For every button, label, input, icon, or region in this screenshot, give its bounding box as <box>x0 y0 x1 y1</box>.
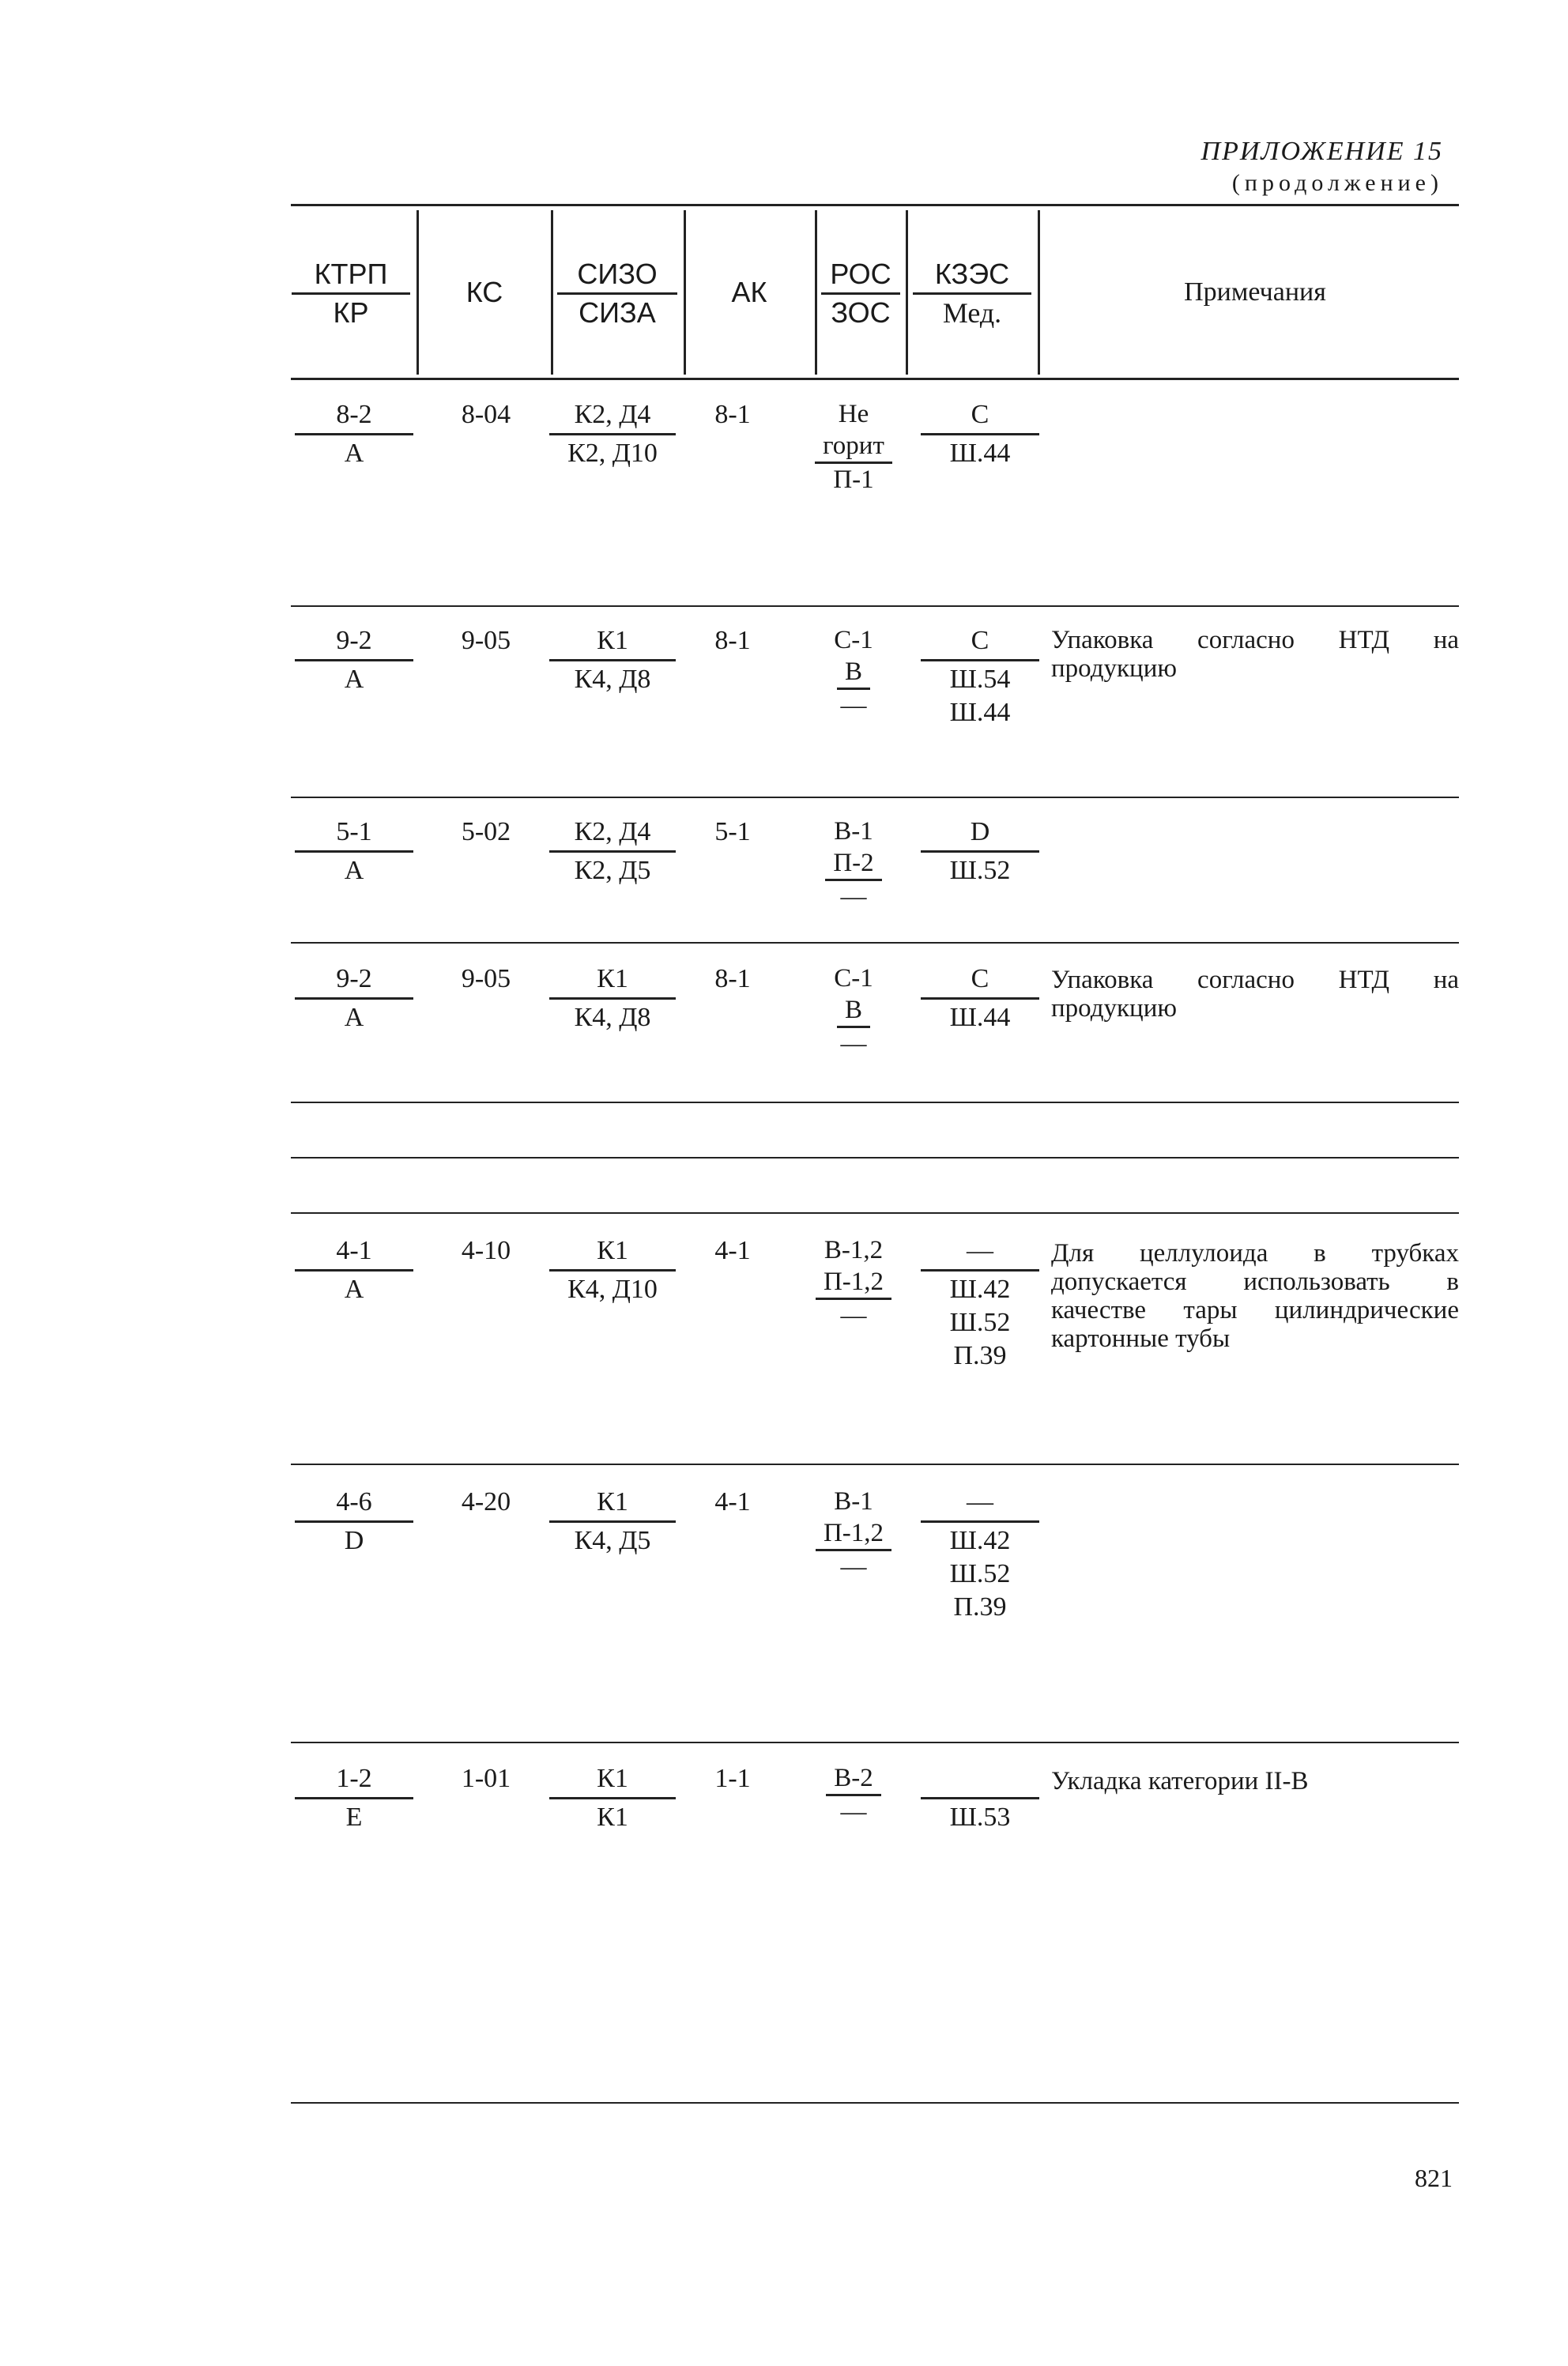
col-sep-3 <box>684 210 686 375</box>
row4-sizo-siza <box>545 963 680 1034</box>
row4-kr: А <box>344 1003 364 1032</box>
header-kzes-bar <box>913 292 1031 295</box>
row-divider <box>291 1212 1459 1214</box>
row-divider <box>291 605 1459 607</box>
header-kr: КР <box>333 296 369 329</box>
row1-ros-zos <box>790 398 917 495</box>
row4-med-0: Ш.44 <box>949 1003 1011 1032</box>
row5-kzes-bar <box>921 1269 1039 1272</box>
row2-ros-1: В <box>837 656 870 690</box>
row2-kzes-med <box>917 624 1043 729</box>
row1-sizo-siza <box>545 398 680 470</box>
row5-ktrp-kr <box>291 1234 417 1306</box>
row-divider <box>291 1464 1459 1465</box>
row6-kzes: — <box>967 1487 993 1516</box>
row-divider <box>291 1742 1459 1743</box>
row6-med-1: Ш.52 <box>949 1559 1011 1588</box>
header-zos: ЗОС <box>831 296 891 329</box>
row6-zos: — <box>840 1553 867 1581</box>
row7-ks: 1-01 <box>461 1764 511 1793</box>
row5-ak: 4-1 <box>714 1236 751 1265</box>
row1-ktrp: 8-2 <box>336 400 372 429</box>
header-sizo: СИЗО <box>577 258 658 290</box>
row6-med-2: П.39 <box>953 1592 1007 1622</box>
row2-ros-0: С-1 <box>834 626 873 654</box>
row1-kzes-med <box>917 398 1043 470</box>
row1-kr: А <box>344 439 364 468</box>
page-number: 821 <box>1415 2164 1453 2192</box>
row6-siza: К4, Д5 <box>574 1526 651 1555</box>
row6-ak: 4-1 <box>714 1487 751 1516</box>
row5-siza: К4, Д10 <box>567 1275 658 1304</box>
row4-kzes-bar <box>921 997 1039 1000</box>
row3-med-0: Ш.52 <box>949 856 1011 885</box>
row3-kzes-med <box>917 816 1043 887</box>
row4-kzes: С <box>971 964 989 993</box>
header-ros-bar <box>821 292 900 295</box>
header-notes: Примечания <box>1184 277 1326 307</box>
row6-kr: D <box>344 1526 364 1555</box>
row1-kzes: С <box>971 400 989 429</box>
row6-ktrp-bar <box>295 1520 413 1523</box>
row4-ak: 8-1 <box>714 964 751 993</box>
row2-ktrp-bar <box>295 659 413 661</box>
row-divider <box>291 1157 1459 1159</box>
row-divider <box>291 797 1459 798</box>
row2-ktrp: 9-2 <box>336 626 372 655</box>
table-bottom-rule <box>291 2102 1459 2104</box>
row2-sizo-bar <box>549 659 676 661</box>
header-sizo-bar <box>557 292 677 295</box>
row2-siza: К4, Д8 <box>574 665 651 694</box>
appendix-title <box>1201 136 1443 199</box>
row5-zos: — <box>840 1302 867 1330</box>
row1-ks: 8-04 <box>461 400 511 429</box>
row4-ks: 9-05 <box>461 964 511 993</box>
row7-note: Укладка категории II-В <box>1051 1767 1309 1795</box>
row2-ros-zos <box>790 624 917 721</box>
row7-zos: — <box>840 1798 867 1826</box>
row4-ktrp: 9-2 <box>336 964 372 993</box>
row5-ktrp-bar <box>295 1269 413 1272</box>
row2-med-1: Ш.44 <box>949 698 1011 727</box>
row3-ros-1: П-2 <box>825 847 881 881</box>
header-ros-zos <box>820 258 902 330</box>
row7-siza: К1 <box>597 1803 628 1832</box>
row5-med-0: Ш.42 <box>949 1275 1011 1304</box>
row1-sizo: К2, Д4 <box>574 400 651 429</box>
row1-ros-0: Не <box>838 400 869 428</box>
row6-ros-0: В-1 <box>834 1487 873 1516</box>
row7-kr: Е <box>345 1803 363 1832</box>
header-ktrp-bar <box>292 292 410 295</box>
row6-ks: 4-20 <box>461 1487 511 1516</box>
row3-ktrp: 5-1 <box>336 817 372 846</box>
header-ros: РОС <box>830 258 891 290</box>
row-divider <box>291 1102 1459 1103</box>
header-kzes: КЗЭС <box>934 258 1010 290</box>
row2-zos: — <box>840 691 867 720</box>
row1-ktrp-kr <box>291 398 417 470</box>
row3-kzes: D <box>970 817 990 846</box>
col-sep-2 <box>551 210 553 375</box>
row3-kr: А <box>344 856 364 885</box>
row6-sizo-bar <box>549 1520 676 1523</box>
row6-med-0: Ш.42 <box>949 1526 1011 1555</box>
row5-sizo-bar <box>549 1269 676 1272</box>
row3-ros-0: В-1 <box>834 817 873 846</box>
row6-ros-1: П-1,2 <box>816 1517 891 1551</box>
row7-ros-0: В-2 <box>826 1762 881 1796</box>
row5-kzes: — <box>967 1236 993 1265</box>
row5-ks: 4-10 <box>461 1236 511 1265</box>
row5-med-2: П.39 <box>953 1341 1007 1370</box>
row2-ktrp-kr <box>291 624 417 696</box>
row2-note: Упаковка согласно НТД на продукцию <box>1051 626 1459 683</box>
header-ktrp: КТРП <box>314 258 388 290</box>
row2-ak: 8-1 <box>714 626 751 655</box>
col-sep-6 <box>1038 210 1040 375</box>
row7-ktrp: 1-2 <box>336 1764 372 1793</box>
row3-kzes-bar <box>921 850 1039 853</box>
row7-sizo: К1 <box>597 1764 628 1793</box>
row3-ks: 5-02 <box>461 817 511 846</box>
row4-ros-0: С-1 <box>834 964 873 993</box>
row3-sizo-siza <box>545 816 680 887</box>
row7-med-0: Ш.53 <box>949 1803 1011 1832</box>
row3-ak: 5-1 <box>714 817 751 846</box>
header-ktrp-kr <box>291 258 411 330</box>
appendix-title-text: ПРИЛОЖЕНИЕ 15 <box>1200 137 1443 166</box>
row1-siza: К2, Д10 <box>567 439 658 468</box>
col-sep-5 <box>906 210 908 375</box>
row7-ros-zos <box>790 1762 917 1828</box>
row2-med-0: Ш.54 <box>949 665 1011 694</box>
row4-zos: — <box>840 1030 867 1058</box>
row1-sizo-bar <box>549 433 676 435</box>
row5-ros-0: В-1,2 <box>824 1236 884 1264</box>
row2-kzes-bar <box>921 659 1039 661</box>
row5-ros-1: П-1,2 <box>816 1266 891 1300</box>
table-top-rule <box>291 204 1459 206</box>
row7-sizo-siza <box>545 1762 680 1834</box>
row4-ktrp-kr <box>291 963 417 1034</box>
row6-kzes-med <box>917 1486 1043 1624</box>
row6-ktrp: 4-6 <box>336 1487 372 1516</box>
row6-kzes-bar <box>921 1520 1039 1523</box>
row3-ktrp-kr <box>291 816 417 887</box>
row2-sizo: К1 <box>597 626 628 655</box>
header-siza: СИЗА <box>579 296 656 329</box>
row4-ros-1: В <box>837 994 870 1028</box>
row6-sizo-siza <box>545 1486 680 1558</box>
row5-ros-zos <box>790 1234 917 1332</box>
row4-sizo-bar <box>549 997 676 1000</box>
row1-ktrp-bar <box>295 433 413 435</box>
row5-sizo-siza <box>545 1234 680 1306</box>
row3-ktrp-bar <box>295 850 413 853</box>
header-ak: АК <box>731 276 767 308</box>
row5-kzes-med <box>917 1234 1043 1373</box>
row2-sizo-siza <box>545 624 680 696</box>
row4-siza: К4, Д8 <box>574 1003 651 1032</box>
row3-sizo: К2, Д4 <box>574 817 651 846</box>
row7-ktrp-kr <box>291 1762 417 1834</box>
row5-med-1: Ш.52 <box>949 1308 1011 1337</box>
row5-kr: А <box>344 1275 364 1304</box>
row7-kzes-med <box>917 1762 1043 1834</box>
row7-kzes-bar <box>921 1797 1039 1799</box>
row2-kzes: С <box>971 626 989 655</box>
row3-ros-zos <box>790 816 917 913</box>
row4-ktrp-bar <box>295 997 413 1000</box>
row7-ktrp-bar <box>295 1797 413 1799</box>
row7-sizo-bar <box>549 1797 676 1799</box>
header-bottom-rule <box>291 378 1459 380</box>
header-med: Мед. <box>942 297 1002 329</box>
row4-note: Упаковка согласно НТД на продукцию <box>1051 966 1459 1023</box>
row7-ak: 1-1 <box>714 1764 751 1793</box>
header-sizo-siza <box>556 258 679 330</box>
col-sep-1 <box>416 210 419 375</box>
row5-ktrp: 4-1 <box>336 1236 372 1265</box>
col-sep-4 <box>815 210 817 375</box>
row4-ros-zos <box>790 963 917 1060</box>
row5-note: Для целлулоида в трубках допускается использовать в качестве тары цилиндрические картонные тубы <box>1051 1239 1459 1353</box>
row3-siza: К2, Д5 <box>574 856 651 885</box>
header-kzes-med <box>910 258 1034 330</box>
row6-ktrp-kr <box>291 1486 417 1558</box>
row1-ak: 8-1 <box>714 400 751 429</box>
row2-ks: 9-05 <box>461 626 511 655</box>
appendix-subtitle-text: (продолжение) <box>1231 170 1443 196</box>
row5-sizo: К1 <box>597 1236 628 1265</box>
row4-kzes-med <box>917 963 1043 1034</box>
row1-kzes-bar <box>921 433 1039 435</box>
row1-ros-1: горит <box>815 430 892 464</box>
row3-sizo-bar <box>549 850 676 853</box>
row1-med-0: Ш.44 <box>949 439 1011 468</box>
row6-sizo: К1 <box>597 1487 628 1516</box>
row1-zos: П-1 <box>833 465 874 494</box>
row2-kr: А <box>344 665 364 694</box>
row-divider <box>291 942 1459 944</box>
row4-sizo: К1 <box>597 964 628 993</box>
row3-zos: — <box>840 883 867 911</box>
row7-kzes <box>917 1762 1043 1795</box>
header-ks: КС <box>466 276 503 308</box>
row6-ros-zos <box>790 1486 917 1583</box>
